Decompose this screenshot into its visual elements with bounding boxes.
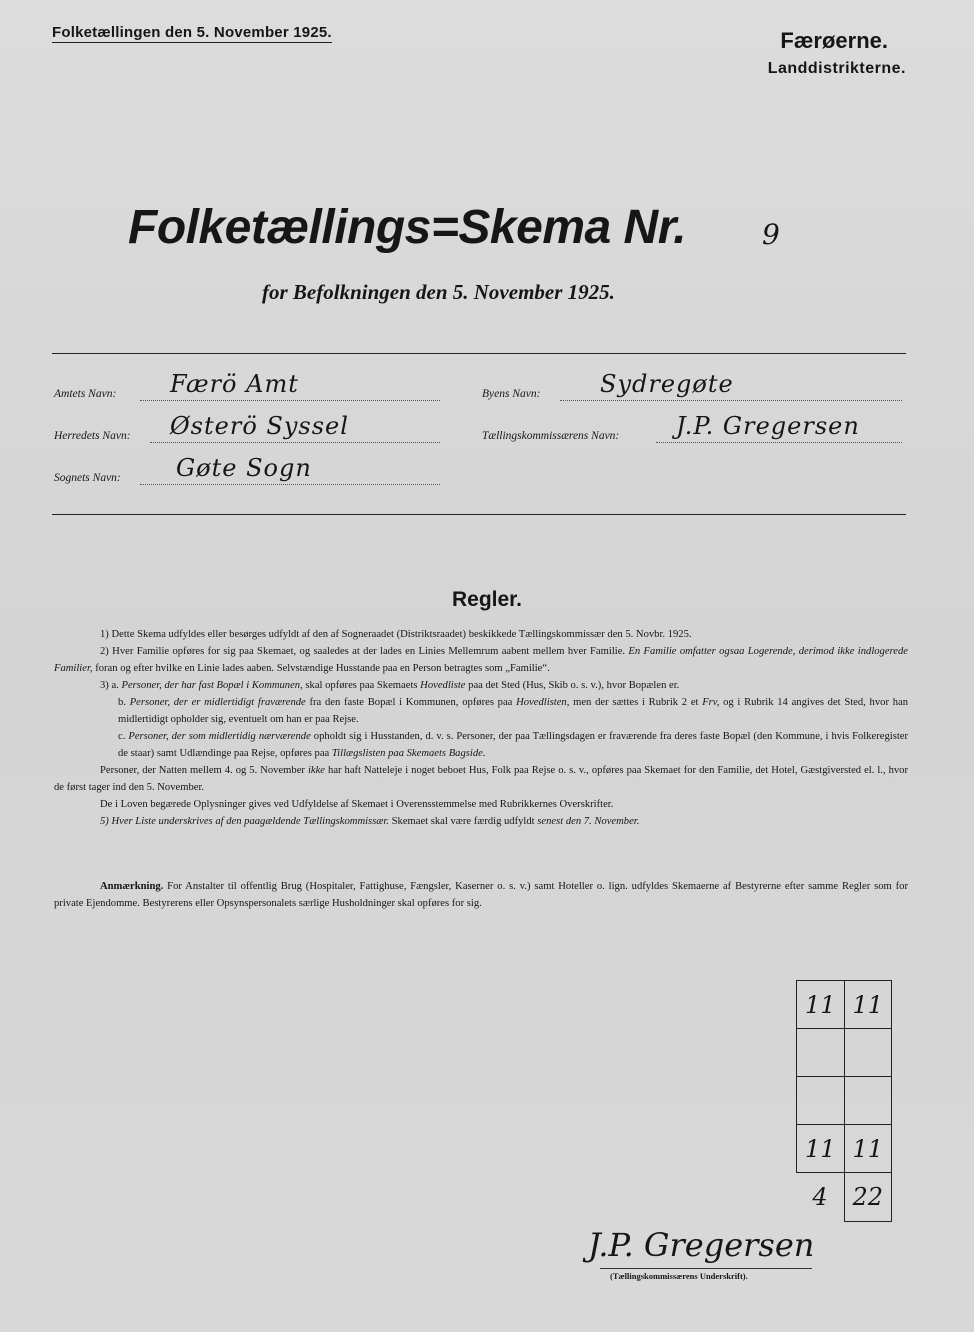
remark-paragraph xyxy=(54,878,908,912)
tally-cell xyxy=(844,1029,892,1077)
tally-total-persons: 4 xyxy=(812,1183,828,1212)
tally-cell xyxy=(797,1077,845,1125)
top-divider xyxy=(52,353,906,354)
signature-line xyxy=(600,1268,812,1269)
rule-3c: c. Personer, der som midlertidig nærværende opholdt sig i Husstanden, d. v. s. Personer, der paa Tællingsdagen er fraværende fra deres faste Bopæl (den Kommune, i hvis Folkeregister de staar) samt Udlændinge paa Rejse, opføres paa Tillægslisten paa Skemaets Bagside. xyxy=(118,731,909,759)
sogn-label: Sognets Navn: xyxy=(54,472,121,484)
kommissaer-value: J.P. Gregersen xyxy=(676,412,860,440)
tally-box xyxy=(796,980,892,1218)
rule-3a: 3) a. Personer, der har fast Bopæl i Kommunen, skal opføres paa Skemaets Hovedliste paa det Sted (Hus, Skib o. s. v.), hvor Bopælen er. xyxy=(100,680,680,691)
rule-4: Personer, der Natten mellem 4. og 5. November ikke har haft Natteleje i noget beboet Hus, Folk paa Rejse o. s. v., opføres paa Skemaet for den Familie, det Hotel, Gæstgiversted el. l., hvor de først tager ind den 5. November. xyxy=(54,765,908,793)
form-subtitle: for Befolkningen den 5. November 1925. xyxy=(262,280,615,304)
kommissaer-label: Tællingskommissærens Navn: xyxy=(482,430,620,442)
header-census-date: Folketællingen den 5. November 1925. xyxy=(52,24,332,41)
sogn-value: Gøte Sogn xyxy=(176,454,312,482)
tally-cell: 11 xyxy=(797,981,845,1029)
tally-cell: 11 xyxy=(844,1125,892,1173)
rule-4-note: De i Loven begærede Oplysninger gives ved Udfyldelse af Skemaet i Overensstemmelse med Rubrikkernes Overskrifter. xyxy=(100,799,614,810)
tally-cell xyxy=(797,1029,845,1077)
tally-row xyxy=(797,1029,892,1077)
tally-cell: 11 xyxy=(797,1125,845,1173)
tally-row xyxy=(797,1125,892,1173)
herred-value: Østerö Syssel xyxy=(170,412,349,440)
by-value: Sydregøte xyxy=(600,370,734,398)
by-underline xyxy=(560,400,902,401)
rule-5: 5) Hver Liste underskrives af den paagældende Tællingskommissær. Skemaet skal være færdig udfyldt senest den 7. November. xyxy=(100,816,640,827)
tally-row xyxy=(797,1077,892,1125)
amt-label: Amtets Navn: xyxy=(54,388,117,400)
remark-text: For Anstalter til offentlig Brug (Hospitaler, Fattighuse, Fængsler, Kaserner o. s. v.) samt Hoteller o. lign. udfyldes Skemaerne af Bestyrerne efter samme Regler som for private Ejendomme. Bestyrerens eller Opsynspersonalets særlige Husholdninger skal opføres for sig. xyxy=(54,881,908,909)
rule-3b: b. Personer, der er midlertidigt fraværende fra den faste Bopæl i Kommunen, opføres paa Hovedlisten, men der sættes i Rubrik 2 et Frv, og i Rubrik 14 angives det Sted, hvor han midlertidigt opholder sig, eventuelt om han er paa Rejse. xyxy=(118,697,908,725)
kommissaer-underline xyxy=(656,442,902,443)
herred-underline xyxy=(150,442,440,443)
rules-text xyxy=(54,626,908,830)
form-title: Folketællings=Skema Nr. xyxy=(128,201,687,254)
remark-label: Anmærkning. xyxy=(100,881,164,892)
herred-label: Herredets Navn: xyxy=(54,430,131,442)
header-region: Færøerne. xyxy=(780,28,888,53)
rules-heading: Regler. xyxy=(451,588,523,611)
by-label: Byens Navn: xyxy=(482,388,541,400)
tally-cell: 11 xyxy=(844,981,892,1029)
bottom-divider xyxy=(52,514,906,515)
rule-1: 1) Dette Skema udfyldes eller besørges udfyldt af den af Sogneraadet (Distriktsraadet) beskikkede Tællingskommissær den 5. Novbr. 1925. xyxy=(100,629,692,640)
amt-underline xyxy=(140,400,440,401)
tally-total-count: 22 xyxy=(844,1173,892,1222)
form-number-handwritten: 9 xyxy=(762,218,780,251)
tally-cell xyxy=(844,1077,892,1125)
header-district-type: Landdistrikterne. xyxy=(767,60,906,77)
rule-2: 2) Hver Familie opføres for sig paa Skemaet, og saaledes at der lades en Linies Mellemrum aabent mellem hver Familie. En Familie omfatter ogsaa Logerende, derimod ikke indlogerede Familier, foran og efter hvilke en Linie lades aaben. Selvstændige Husstande paa en Person betragtes som „Familie“. xyxy=(54,646,908,674)
amt-value: Færö Amt xyxy=(170,370,299,398)
tally-row xyxy=(797,981,892,1029)
signature-caption: (Tællingskommissærens Underskrift). xyxy=(610,1271,748,1281)
sogn-underline xyxy=(140,484,440,485)
signature-handwritten: J.P. Gregersen xyxy=(588,1226,815,1264)
tally-total-row xyxy=(797,1173,892,1222)
